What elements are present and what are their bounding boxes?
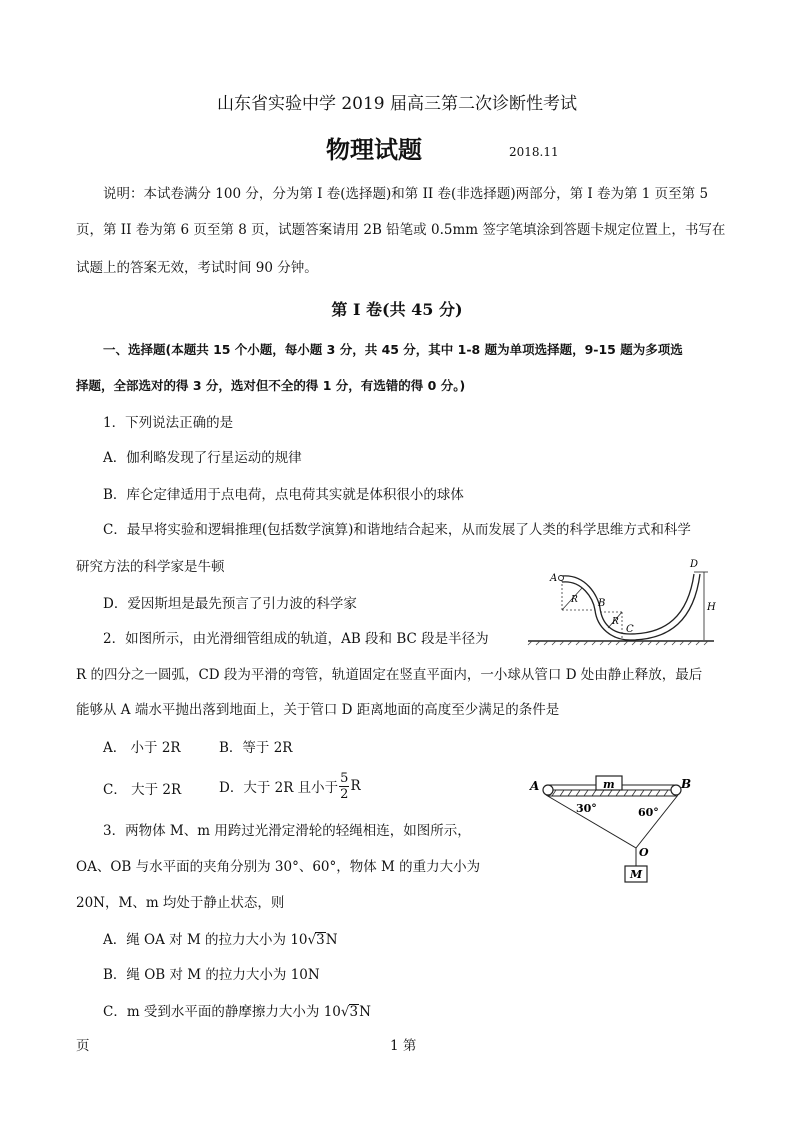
option-c [103, 1000, 371, 1020]
radius-label: R [571, 595, 578, 605]
sqrt-sign: √ [340, 1004, 350, 1020]
option-c-continued: 研究方法的科学家是牛顿 [76, 559, 225, 575]
block-big-m-label: M [630, 868, 643, 881]
question-stem: R 的四分之一圆弧，CD 段为平滑的弯管，轨道固定在竖直平面内，一小球从管口 D 处由静止释放，最后 [76, 667, 703, 683]
option-a: A．伽利略发现了行星运动的规律 [103, 450, 302, 466]
pulley-label-b: B [681, 777, 692, 791]
subject-title: 物理试题 [326, 135, 422, 164]
option-d-text: D．大于 2R 且小于 [219, 780, 339, 796]
option-a-unit: N [325, 932, 338, 948]
option-c: C．最早将实验和逻辑推理(包括数学演算)和谐地结合起来，从而发展了人类的科学思维方式和科学 [103, 522, 691, 538]
track-label-a: A [550, 573, 558, 584]
angle-30-label: 30° [576, 802, 597, 815]
question-stem: 2．如图所示，由光滑细管组成的轨道，AB 段和 BC 段是半径为 [103, 631, 489, 647]
option-c-text: C．m 受到水平面的静摩擦力大小为 10 [103, 1004, 341, 1020]
option-a-text: A．绳 OA 对 M 的拉力大小为 10 [103, 932, 308, 948]
option-b: B．绳 OB 对 M 的拉力大小为 10N [103, 967, 320, 983]
knot-o-label: O [639, 846, 649, 859]
track-label-b: B [598, 598, 606, 609]
instructions-line: 页，第 II 卷为第 6 页至第 8 页，试题答案请用 2B 铅笔或 0.5mm 签字笔填涂到答题卡规定位置上，书写在 [76, 222, 726, 238]
exam-header: 山东省实验中学 2019 届高三第二次诊断性考试 [216, 94, 578, 114]
section-title: 第 I 卷(共 45 分) [331, 300, 463, 319]
fraction [339, 772, 349, 801]
footer-left: 页 [76, 1038, 90, 1054]
instructions-line: 试题上的答案无效，考试时间 90 分钟。 [76, 260, 318, 276]
instructions-line: 说明：本试卷满分 100 分，分为第 I 卷(选择题)和第 II 卷(非选择题)两部分，第 I 卷为第 1 页至第 5 [103, 186, 709, 202]
angle-60-label: 60° [638, 806, 659, 819]
section-description: 一、选择题(本题共 15 个小题，每小题 3 分，共 45 分，其中 1-8 题为单项选择题，9-15 题为多项选 [103, 342, 683, 357]
block-m-label: m [603, 778, 615, 791]
sqrt-sign: √ [307, 932, 317, 948]
pulley-diagram [526, 772, 706, 892]
track-label-c: C [626, 624, 634, 635]
question-stem: 能够从 A 端水平抛出落到地面上，关于管口 D 距离地面的高度至少满足的条件是 [76, 702, 560, 718]
option-d: D．爱因斯坦是最先预言了引力波的科学家 [103, 596, 357, 612]
sqrt-radicand: 3 [316, 932, 325, 948]
section-description: 择题，全部选对的得 3 分，选对但不全的得 1 分，有选错的得 0 分。) [76, 378, 466, 393]
option-b: B．等于 2R [219, 740, 293, 756]
option-a [103, 928, 338, 948]
pulley-label-a: A [530, 779, 540, 793]
question-stem: 3．两物体 M、m 用跨过光滑定滑轮的轻绳相连，如图所示， [103, 823, 471, 839]
question-stem: 20N，M、m 均处于静止状态，则 [76, 895, 285, 911]
option-c: C． 大于 2R [103, 782, 182, 798]
sqrt-radicand: 3 [349, 1004, 359, 1020]
option-b: B．库仑定律适用于点电荷，点电荷其实就是体积很小的球体 [103, 487, 464, 503]
radius-label: R [612, 617, 619, 627]
question-stem: OA、OB 与水平面的夹角分别为 30°、60°，物体 M 的重力大小为 [76, 859, 481, 875]
track-diagram [526, 556, 716, 646]
option-d [219, 768, 361, 804]
track-label-d: D [690, 559, 699, 570]
option-d-unit: R [350, 778, 361, 794]
question-stem: 1．下列说法正确的是 [103, 415, 234, 431]
exam-date: 2018.11 [509, 145, 559, 159]
height-label: H [707, 602, 716, 613]
option-c-unit: N [359, 1004, 371, 1020]
fraction-numerator: 5 [340, 770, 349, 786]
fraction-denominator: 2 [340, 786, 349, 802]
page-number: 1 第 [390, 1038, 417, 1054]
option-a: A． 小于 2R [103, 740, 181, 756]
